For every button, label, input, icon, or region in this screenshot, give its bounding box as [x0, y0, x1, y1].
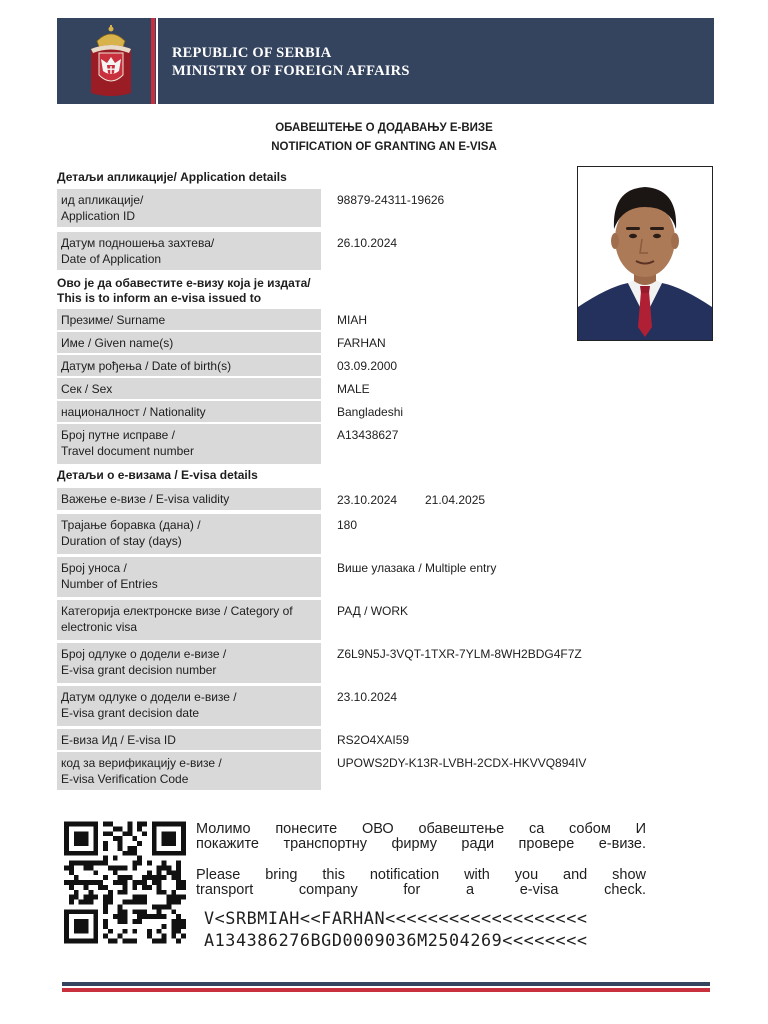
label-surname: Презиме/ Surname: [57, 309, 321, 330]
value-number-of-entries: Више улазака / Multiple entry: [337, 561, 497, 575]
value-surname: MIAH: [337, 313, 367, 327]
document-title: [0, 119, 768, 157]
applicant-portrait-icon: [578, 167, 712, 340]
label-evisa-id: Е-виза Ид / E-visa ID: [57, 729, 321, 750]
label-travel-document-sr: Број путне исправе /: [61, 428, 175, 442]
value-validity-to: 21.04.2025: [425, 493, 486, 507]
label-date-of-application-sr: Датум подношења захтева/: [61, 236, 215, 250]
label-duration-of-stay: [57, 514, 321, 554]
section-inform: [57, 276, 311, 306]
value-date-of-birth: 03.09.2000: [337, 359, 398, 373]
label-verification-code: [57, 752, 321, 790]
label-application-id-en: Application ID: [61, 209, 136, 223]
notice-english: [196, 868, 646, 898]
value-nationality: Bangladeshi: [337, 405, 404, 419]
label-application-id: [57, 189, 321, 227]
value-evisa-id: RS2O4XAI59: [337, 733, 410, 747]
label-verification-en: E-visa Verification Code: [61, 772, 189, 786]
notice-serbian: [196, 822, 646, 852]
label-decision-date-sr: Датум одлуке о додели е-визе /: [61, 690, 237, 704]
qr-code-icon: [64, 820, 186, 945]
footer-stripe-red: [62, 988, 710, 992]
value-decision-number: Z6L9N5J-3VQT-1TXR-7YLM-8WH2BDG4F7Z: [337, 647, 582, 661]
label-visa-category: [57, 600, 321, 640]
value-given-names: FARHAN: [337, 336, 386, 350]
value-visa-category: РАД / WORK: [337, 604, 409, 618]
notice-english-line1: Please bring this notification with you and show: [196, 867, 646, 883]
header-title-line1: REPUBLIC OF SERBIA: [172, 45, 332, 61]
label-category-line1: Категорија електронске визе / Category of: [61, 604, 293, 618]
mrz-line-1: V<SRBMIAH<<FARHAN<<<<<<<<<<<<<<<<<<<: [204, 908, 588, 928]
ministry-header: [57, 18, 714, 104]
serbia-coat-of-arms-icon: [87, 23, 135, 99]
label-duration-en: Duration of stay (days): [61, 534, 182, 548]
label-entries-sr: Број уноса /: [61, 561, 127, 575]
notice-english-line2: transport company for a e-visa check.: [196, 882, 646, 898]
label-travel-document-en: Travel document number: [61, 444, 194, 458]
label-date-of-application-en: Date of Application: [61, 252, 162, 266]
header-title-line2: MINISTRY OF FOREIGN AFFAIRS: [172, 63, 410, 79]
notice-serbian-line1: Молимо понесите ОВО обавештење са собом И: [196, 821, 646, 837]
document-title-english: NOTIFICATION OF GRANTING AN E-VISA: [271, 141, 497, 153]
section-application-details: Детаљи апликације/ Application details: [57, 170, 287, 184]
label-category-line2: electronic visa: [61, 620, 138, 634]
label-decision-number-sr: Број одлуке о додели е-визе /: [61, 647, 227, 661]
applicant-photo: [577, 166, 713, 341]
document-title-serbian: ОБАВЕШТЕЊЕ О ДОДАВАЊУ Е-ВИЗЕ: [275, 122, 493, 134]
label-nationality: националност / Nationality: [57, 401, 321, 422]
value-date-of-application: 26.10.2024: [337, 236, 398, 250]
value-travel-document-number: A13438627: [337, 428, 399, 442]
notice-serbian-line2: покажите транспортну фирму ради провере е-визе.: [196, 836, 646, 852]
label-travel-document-number: [57, 424, 321, 464]
label-date-of-application: [57, 232, 321, 270]
label-application-id-sr: ид апликације/: [61, 193, 144, 207]
header-red-stripe: [151, 18, 155, 104]
value-duration-of-stay: 180: [337, 518, 358, 532]
label-decision-date-en: E-visa grant decision date: [61, 706, 200, 720]
value-verification-code: UPOWS2DY-K13R-LVBH-2CDX-HKVVQ894IV: [337, 756, 587, 770]
label-decision-number-en: E-visa grant decision number: [61, 663, 217, 677]
value-application-id: 98879-24311-19626: [337, 193, 445, 207]
label-verification-sr: код за верификацију е-визе /: [61, 756, 222, 770]
value-sex: MALE: [337, 382, 370, 396]
label-evisa-validity: Важење е-визе / E-visa validity: [57, 488, 321, 510]
label-given-names: Име / Given name(s): [57, 332, 321, 353]
section-evisa-details: Детаљи о е-визама / E-visa details: [57, 468, 258, 482]
value-validity-from: 23.10.2024: [337, 493, 398, 507]
header-white-stripe: [156, 18, 158, 104]
section-inform-en: This is to inform an e-visa issued to: [57, 291, 262, 305]
label-number-of-entries: [57, 557, 321, 597]
label-date-of-birth: Датум рођења / Date of birth(s): [57, 355, 321, 376]
label-sex: Сек / Sex: [57, 378, 321, 399]
section-inform-sr: Ово је да обавестите е-визу која је издата/: [57, 276, 311, 290]
value-decision-date: 23.10.2024: [337, 690, 398, 704]
header-title: [172, 44, 410, 80]
label-entries-en: Number of Entries: [61, 577, 158, 591]
label-decision-date: [57, 686, 321, 726]
label-duration-sr: Трајање боравка (дана) /: [61, 518, 201, 532]
label-decision-number: [57, 643, 321, 683]
mrz-line-2: A134386276BGD0009036M2504269<<<<<<<<: [204, 930, 588, 950]
